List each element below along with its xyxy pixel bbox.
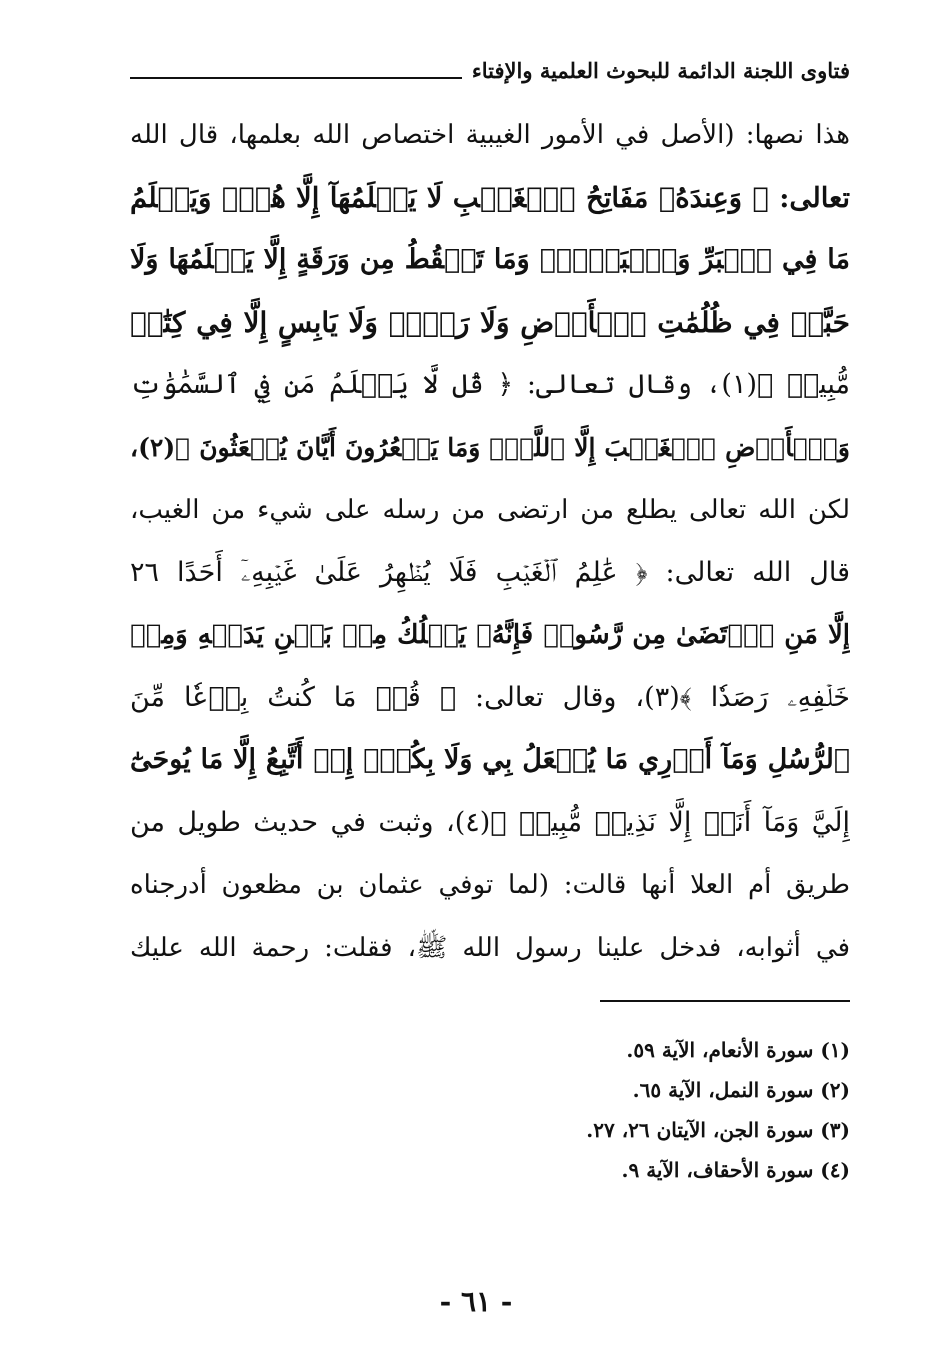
header-title: فتاوى اللجنة الدائمة للبحوث العلمية والإفتاء <box>471 58 850 83</box>
text-line: ٱلرُّسُلِ وَمَآ أَدۡرِي مَا يُفۡعَلُ بِي وَلَا بِكُمۡۖ إِنۡ أَتَّبِعُ إِلَّا مَا يُوحَىٰٓ <box>130 744 850 775</box>
text-line: خَلۡفِهِۦ رَصَدٗا ﴾(٣)، وقال تعالى: ﴿ قُلۡ مَا كُنتُ بِدۡعٗا مِّنَ <box>130 681 850 713</box>
text-line: طريق أم العلا أنها قالت: (لما توفي عثمان بن مظعون أدرجناه <box>130 870 850 900</box>
main-text <box>130 104 850 979</box>
text-line: إِلَيَّ وَمَآ أَنَا۠ إِلَّا نَذِيرٞ مُّبِينٞ ﴾(٤)، وثبت في حديث طويل من <box>130 806 850 838</box>
footnote: (٤) سورة الأحقاف، الآية ٩. <box>621 1158 850 1182</box>
text-line: حَبَّةٖ فِي ظُلُمَٰتِ ٱلۡأَرۡضِ وَلَا رَطۡبٖ وَلَا يَابِسٍ إِلَّا فِي كِتَٰبٖ <box>130 305 850 339</box>
text-line: إِلَّا مَنِ ٱرۡتَضَىٰ مِن رَّسُولٖ فَإِنَّهُۥ يَسۡلُكُ مِنۢ بَيۡنِ يَدَيۡهِ وَمِنۡ <box>130 620 850 650</box>
header-rule <box>130 77 462 79</box>
text-line: وَٱلۡأَرۡضِ ٱلۡغَيۡبَ إِلَّا ٱللَّهُۚ وَمَا يَشۡعُرُونَ أَيَّانَ يُبۡعَثُونَ ﴾(٢)، <box>130 432 850 462</box>
text-line: هذا نصها: (الأصل في الأمور الغيبية اختصاص الله بعلمها، قال الله <box>130 120 850 150</box>
footnote: (٢) سورة النمل، الآية ٦٥. <box>632 1078 850 1102</box>
text-line: مَا فِي ٱلۡبَرِّ وَٱلۡبَحۡرِۚ وَمَا تَسۡقُطُ مِن وَرَقَةٍ إِلَّا يَعۡلَمُهَا وَلَا <box>130 244 850 275</box>
text-line: قال الله تعالى: ﴿ عَٰلِمُ ٱلۡغَيۡبِ فَلَا يُظۡهِرُ عَلَىٰ غَيۡبِهِۦٓ أَحَدًا ٢٦ <box>130 556 850 588</box>
footnotes <box>130 1030 850 1190</box>
text-line: لكن الله تعالى يطلع من ارتضى من رسله على شيء من الغيب، <box>130 495 850 525</box>
text-line: تعالى: ﴿ وَعِندَهُۥ مَفَاتِحُ ٱلۡغَيۡبِ لَا يَعۡلَمُهَآ إِلَّا هُوَۚ وَيَعۡلَمُ <box>130 181 850 214</box>
running-header <box>130 44 850 84</box>
footnote: (١) سورة الأنعام، الآية ٥٩. <box>626 1038 850 1062</box>
text-line: في أثوابه، فدخل علينا رسول الله ﷺ، فقلت: رحمة الله عليك <box>130 932 850 963</box>
page-number: - ٦١ - <box>439 1285 513 1318</box>
footnote: (٣) سورة الجن، الآيتان ٢٦، ٢٧. <box>586 1118 850 1142</box>
footnote-separator <box>600 1000 850 1002</box>
text-line: مُّبِينٖ ﴾(١)، وقال تعالى: ﴿ قُل لَّا يَعۡلَمُ مَن فِي ٱلسَّمَٰوَٰتِ <box>130 369 850 400</box>
